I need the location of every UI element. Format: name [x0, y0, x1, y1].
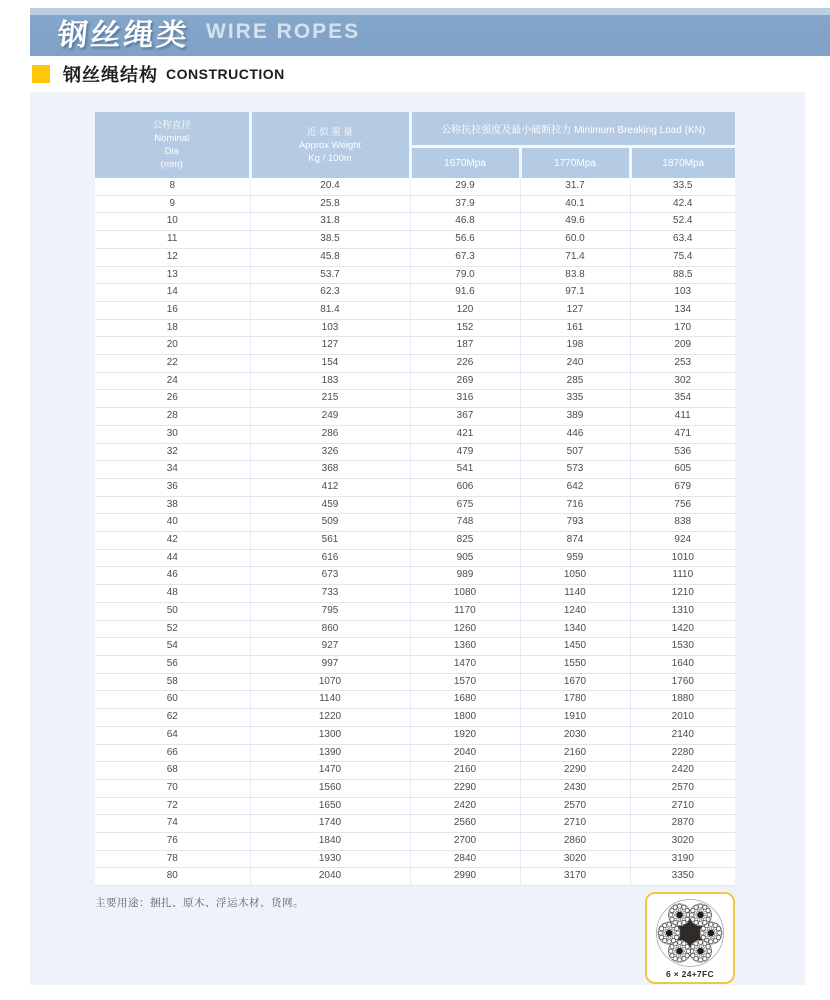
table-cell: 2840: [410, 850, 520, 868]
column-header-nominal-dia: [95, 112, 250, 178]
table-cell: 286: [250, 425, 410, 443]
table-cell: 1740: [250, 815, 410, 833]
table-cell: 72: [95, 797, 250, 815]
table-cell: 71.4: [520, 248, 630, 266]
table-cell: 22: [95, 355, 250, 373]
table-cell: 1760: [630, 673, 735, 691]
table-cell: 209: [630, 337, 735, 355]
table-cell: 1470: [250, 762, 410, 780]
table-cell: 3350: [630, 868, 735, 886]
table-cell: 927: [250, 638, 410, 656]
table-cell: 2030: [520, 726, 630, 744]
table-cell: 1390: [250, 744, 410, 762]
table-cell: 1210: [630, 585, 735, 603]
table-cell: 1640: [630, 655, 735, 673]
table-cell: 1010: [630, 549, 735, 567]
table-cell: 56: [95, 655, 250, 673]
table-cell: 187: [410, 337, 520, 355]
table-row: [95, 549, 735, 567]
table-cell: 3020: [630, 833, 735, 851]
rope-cross-section-card: [645, 892, 735, 984]
table-cell: 412: [250, 478, 410, 496]
table-cell: 2160: [410, 762, 520, 780]
table-cell: 269: [410, 372, 520, 390]
table-cell: 3190: [630, 850, 735, 868]
table-cell: 860: [250, 620, 410, 638]
table-cell: 42.4: [630, 195, 735, 213]
table-cell: 14: [95, 284, 250, 302]
table-cell: 20: [95, 337, 250, 355]
table-row: [95, 425, 735, 443]
table-cell: 2420: [410, 797, 520, 815]
table-cell: 1910: [520, 709, 630, 727]
table-cell: 838: [630, 514, 735, 532]
table-cell: 367: [410, 408, 520, 426]
table-cell: 997: [250, 655, 410, 673]
table-row: [95, 815, 735, 833]
table-cell: 285: [520, 372, 630, 390]
table-cell: 226: [410, 355, 520, 373]
table-cell: 24: [95, 372, 250, 390]
table-cell: 152: [410, 319, 520, 337]
banner-title-en: WIRE ROPES: [206, 20, 361, 43]
table-cell: 1930: [250, 850, 410, 868]
table-cell: 1240: [520, 602, 630, 620]
table-cell: 1880: [630, 691, 735, 709]
table-cell: 64: [95, 726, 250, 744]
table-cell: 46: [95, 567, 250, 585]
table-cell: 1920: [410, 726, 520, 744]
table-cell: 2010: [630, 709, 735, 727]
table-row: [95, 673, 735, 691]
table-cell: 49.6: [520, 213, 630, 231]
table-cell: 42: [95, 532, 250, 550]
usage-note: 主要用途：捆扎、原木、浮运木材、货网。: [95, 897, 304, 910]
table-cell: 249: [250, 408, 410, 426]
table-cell: 53.7: [250, 266, 410, 284]
column-group-header-breaking-load: 公称抗拉强度及最小破断拉力 Minimum Breaking Load (KN): [410, 112, 735, 147]
table-cell: 748: [410, 514, 520, 532]
table-row: [95, 762, 735, 780]
table-cell: 368: [250, 461, 410, 479]
table-cell: 1530: [630, 638, 735, 656]
table-cell: 507: [520, 443, 630, 461]
table-cell: 13: [95, 266, 250, 284]
table-cell: 1840: [250, 833, 410, 851]
table-row: [95, 532, 735, 550]
page-banner: [30, 8, 830, 56]
table-cell: 825: [410, 532, 520, 550]
table-cell: 40.1: [520, 195, 630, 213]
table-cell: 1670: [520, 673, 630, 691]
table-cell: 2160: [520, 744, 630, 762]
table-cell: 70: [95, 779, 250, 797]
table-cell: 33.5: [630, 178, 735, 195]
table-cell: 2860: [520, 833, 630, 851]
table-row: [95, 567, 735, 585]
table-cell: 1680: [410, 691, 520, 709]
table-row: [95, 496, 735, 514]
table-cell: 67.3: [410, 248, 520, 266]
table-cell: 3170: [520, 868, 630, 886]
table-cell: 959: [520, 549, 630, 567]
table-cell: 8: [95, 178, 250, 195]
table-cell: 88.5: [630, 266, 735, 284]
rope-cross-section-diagram: [654, 897, 726, 969]
table-row: [95, 602, 735, 620]
table-cell: 795: [250, 602, 410, 620]
table-row: [95, 779, 735, 797]
table-cell: 1780: [520, 691, 630, 709]
table-cell: 10: [95, 213, 250, 231]
table-cell: 1340: [520, 620, 630, 638]
table-cell: 479: [410, 443, 520, 461]
table-row: [95, 337, 735, 355]
table-cell: 60.0: [520, 231, 630, 249]
table-cell: 673: [250, 567, 410, 585]
table-cell: 733: [250, 585, 410, 603]
table-cell: 1140: [250, 691, 410, 709]
table-cell: 81.4: [250, 301, 410, 319]
table-cell: 411: [630, 408, 735, 426]
table-cell: 31.8: [250, 213, 410, 231]
table-cell: 60: [95, 691, 250, 709]
table-cell: 2710: [630, 797, 735, 815]
table-cell: 183: [250, 372, 410, 390]
table-cell: 83.8: [520, 266, 630, 284]
table-cell: 154: [250, 355, 410, 373]
table-cell: 1560: [250, 779, 410, 797]
table-cell: 1420: [630, 620, 735, 638]
table-cell: 874: [520, 532, 630, 550]
table-row: [95, 585, 735, 603]
table-cell: 1550: [520, 655, 630, 673]
table-cell: 2570: [520, 797, 630, 815]
table-cell: 54: [95, 638, 250, 656]
table-cell: 66: [95, 744, 250, 762]
table-row: [95, 850, 735, 868]
table-cell: 3020: [520, 850, 630, 868]
table-cell: 1050: [520, 567, 630, 585]
table-cell: 1450: [520, 638, 630, 656]
table-cell: 2990: [410, 868, 520, 886]
table-cell: 793: [520, 514, 630, 532]
table-cell: 120: [410, 301, 520, 319]
column-header-grade-1670: 1670Mpa: [410, 147, 520, 178]
header-line: 公称直径: [152, 120, 191, 131]
table-cell: 103: [630, 284, 735, 302]
table-cell: 1220: [250, 709, 410, 727]
table-cell: 354: [630, 390, 735, 408]
table-row: [95, 443, 735, 461]
table-row: [95, 355, 735, 373]
table-cell: 1080: [410, 585, 520, 603]
table-cell: 2710: [520, 815, 630, 833]
table-cell: 1470: [410, 655, 520, 673]
table-row: [95, 461, 735, 479]
table-row: [95, 266, 735, 284]
table-cell: 45.8: [250, 248, 410, 266]
table-cell: 11: [95, 231, 250, 249]
table-cell: 134: [630, 301, 735, 319]
table-cell: 240: [520, 355, 630, 373]
table-row: [95, 709, 735, 727]
table-row: [95, 655, 735, 673]
table-cell: 62.3: [250, 284, 410, 302]
table-cell: 2040: [250, 868, 410, 886]
table-cell: 28: [95, 408, 250, 426]
table-cell: 26: [95, 390, 250, 408]
table-cell: 459: [250, 496, 410, 514]
table-cell: 37.9: [410, 195, 520, 213]
table-row: [95, 319, 735, 337]
table-row: [95, 408, 735, 426]
table-cell: 1070: [250, 673, 410, 691]
table-cell: 58: [95, 673, 250, 691]
table-cell: 905: [410, 549, 520, 567]
table-row: [95, 744, 735, 762]
wire-rope-spec-table: [95, 112, 735, 886]
column-header-grade-1870: 1870Mpa: [630, 147, 735, 178]
table-cell: 1310: [630, 602, 735, 620]
table-cell: 52: [95, 620, 250, 638]
table-row: [95, 178, 735, 195]
table-cell: 1800: [410, 709, 520, 727]
table-cell: 561: [250, 532, 410, 550]
table-row: [95, 478, 735, 496]
rope-construction-label: 6 × 24+7FC: [666, 969, 714, 980]
section-title-en: CONSTRUCTION: [166, 66, 285, 82]
table-cell: 68: [95, 762, 250, 780]
table-cell: 170: [630, 319, 735, 337]
table-cell: 2430: [520, 779, 630, 797]
table-cell: 1570: [410, 673, 520, 691]
table-cell: 46.8: [410, 213, 520, 231]
table-row: [95, 797, 735, 815]
header-line: Approx Weight: [298, 139, 362, 151]
table-body: [95, 178, 735, 886]
yellow-bullet-icon: [32, 65, 50, 83]
table-row: [95, 726, 735, 744]
table-cell: 756: [630, 496, 735, 514]
table-cell: 1140: [520, 585, 630, 603]
table-cell: 389: [520, 408, 630, 426]
table-cell: 989: [410, 567, 520, 585]
table-cell: 79.0: [410, 266, 520, 284]
table-cell: 1260: [410, 620, 520, 638]
table-cell: 32: [95, 443, 250, 461]
table-cell: 326: [250, 443, 410, 461]
table-cell: 1300: [250, 726, 410, 744]
table-cell: 56.6: [410, 231, 520, 249]
table-row: [95, 833, 735, 851]
table-cell: 63.4: [630, 231, 735, 249]
table-cell: 103: [250, 319, 410, 337]
table-cell: 253: [630, 355, 735, 373]
table-row: [95, 514, 735, 532]
table-cell: 1110: [630, 567, 735, 585]
table-row: [95, 691, 735, 709]
table-cell: 44: [95, 549, 250, 567]
table-cell: 573: [520, 461, 630, 479]
table-cell: 541: [410, 461, 520, 479]
banner-title-zh: 钢丝绳类: [55, 19, 192, 52]
section-heading: [32, 62, 285, 86]
table-cell: 52.4: [630, 213, 735, 231]
table-row: [95, 301, 735, 319]
table-cell: 2420: [630, 762, 735, 780]
table-cell: 48: [95, 585, 250, 603]
table-cell: 446: [520, 425, 630, 443]
table-cell: 25.8: [250, 195, 410, 213]
table-cell: 9: [95, 195, 250, 213]
table-cell: 97.1: [520, 284, 630, 302]
table-row: [95, 213, 735, 231]
table-cell: 675: [410, 496, 520, 514]
table-cell: 20.4: [250, 178, 410, 195]
table-cell: 38: [95, 496, 250, 514]
table-row: [95, 284, 735, 302]
content-panel: [30, 92, 805, 985]
table-cell: 616: [250, 549, 410, 567]
table-cell: 606: [410, 478, 520, 496]
table-cell: 29.9: [410, 178, 520, 195]
table-cell: 2870: [630, 815, 735, 833]
table-cell: 91.6: [410, 284, 520, 302]
table-cell: 127: [520, 301, 630, 319]
table-cell: 2290: [410, 779, 520, 797]
table-row: [95, 195, 735, 213]
table-cell: 2280: [630, 744, 735, 762]
table-cell: 471: [630, 425, 735, 443]
table-cell: 78: [95, 850, 250, 868]
table-cell: 924: [630, 532, 735, 550]
table-cell: 1360: [410, 638, 520, 656]
table-cell: 50: [95, 602, 250, 620]
table-cell: 31.7: [520, 178, 630, 195]
panel-footer: [95, 892, 735, 984]
header-line: 近 似 重 量: [307, 126, 353, 138]
table-cell: 2560: [410, 815, 520, 833]
table-row: [95, 231, 735, 249]
table-cell: 2700: [410, 833, 520, 851]
section-title-zh: 钢丝绳结构: [63, 65, 158, 85]
table-cell: 316: [410, 390, 520, 408]
table-cell: 75.4: [630, 248, 735, 266]
table-row: [95, 390, 735, 408]
table-cell: 12: [95, 248, 250, 266]
table-cell: 34: [95, 461, 250, 479]
column-header-grade-1770: 1770Mpa: [520, 147, 630, 178]
table-row: [95, 868, 735, 886]
table-cell: 536: [630, 443, 735, 461]
table-cell: 127: [250, 337, 410, 355]
column-header-approx-weight: [250, 112, 410, 178]
header-line: Nominal: [154, 133, 190, 144]
table-cell: 605: [630, 461, 735, 479]
table-cell: 421: [410, 425, 520, 443]
table-cell: 716: [520, 496, 630, 514]
table-cell: 1170: [410, 602, 520, 620]
table-cell: 38.5: [250, 231, 410, 249]
table-cell: 302: [630, 372, 735, 390]
table-cell: 2140: [630, 726, 735, 744]
table-cell: 36: [95, 478, 250, 496]
header-line: (mm): [160, 159, 183, 170]
table-cell: 2040: [410, 744, 520, 762]
table-cell: 642: [520, 478, 630, 496]
table-cell: 335: [520, 390, 630, 408]
table-cell: 198: [520, 337, 630, 355]
table-row: [95, 372, 735, 390]
table-cell: 2290: [520, 762, 630, 780]
table-header: [95, 112, 735, 178]
header-line: Dia: [164, 146, 179, 157]
table-cell: 40: [95, 514, 250, 532]
header-line: Kg / 100m: [308, 152, 352, 164]
table-cell: 16: [95, 301, 250, 319]
table-cell: 18: [95, 319, 250, 337]
table-row: [95, 620, 735, 638]
table-cell: 509: [250, 514, 410, 532]
table-cell: 215: [250, 390, 410, 408]
table-cell: 2570: [630, 779, 735, 797]
table-cell: 74: [95, 815, 250, 833]
table-row: [95, 248, 735, 266]
table-cell: 1650: [250, 797, 410, 815]
table-row: [95, 638, 735, 656]
table-cell: 62: [95, 709, 250, 727]
table-cell: 30: [95, 425, 250, 443]
table-cell: 76: [95, 833, 250, 851]
table-cell: 679: [630, 478, 735, 496]
table-cell: 80: [95, 868, 250, 886]
table-cell: 161: [520, 319, 630, 337]
